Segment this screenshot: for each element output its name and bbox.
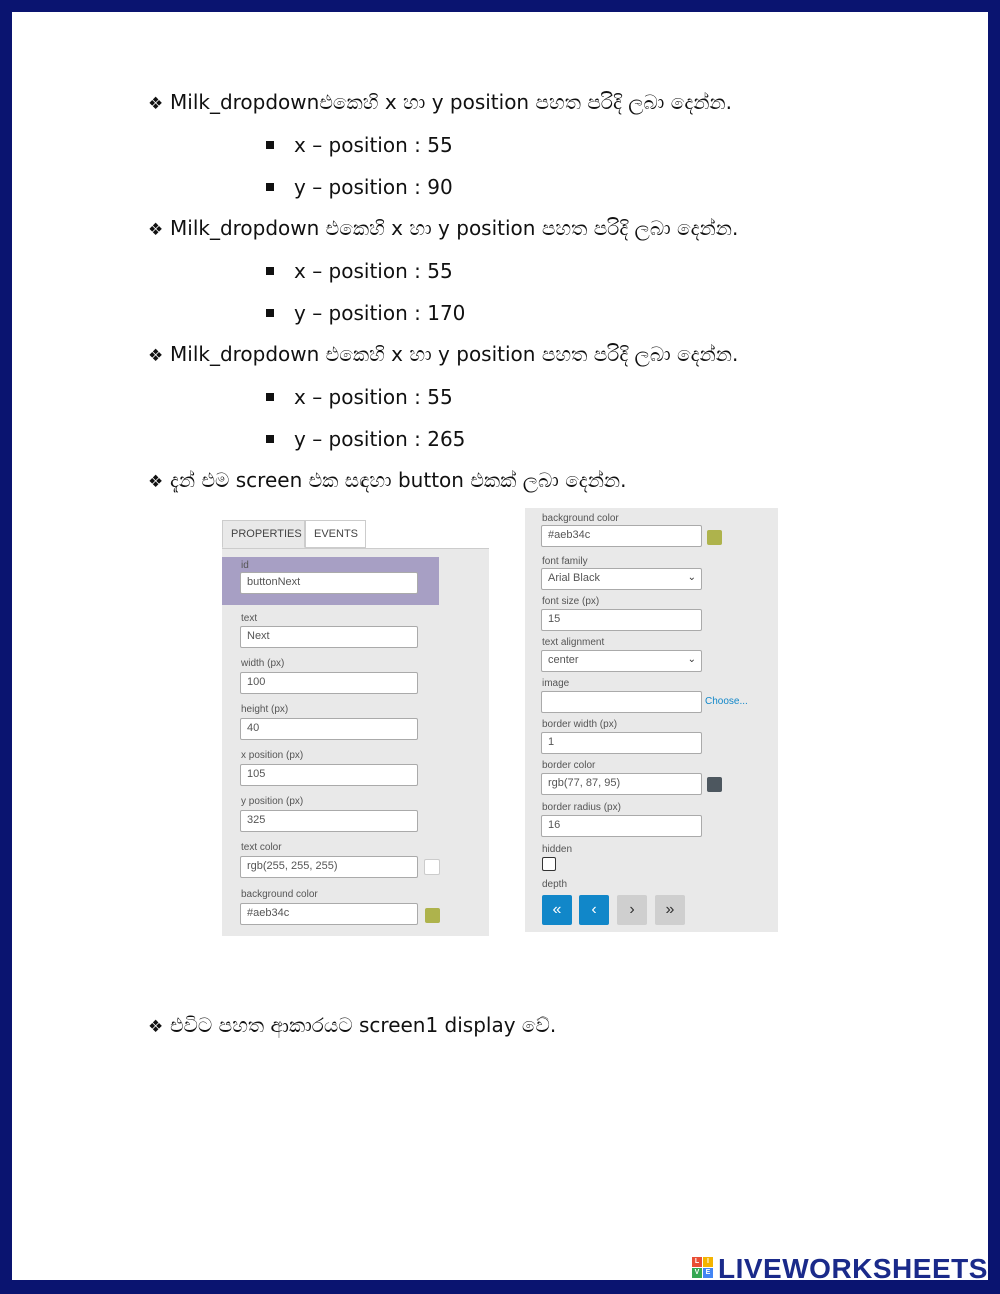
width-input[interactable]: 100 <box>240 672 418 694</box>
width-label: width (px) <box>241 658 285 669</box>
tab-events[interactable]: EVENTS <box>305 520 366 548</box>
liveworksheets-logo-icon: L I V E <box>692 1257 714 1279</box>
border-radius-label: border radius (px) <box>542 802 621 813</box>
bg-color-label-2: background color <box>542 513 619 524</box>
tab-properties[interactable]: PROPERTIES <box>222 520 305 548</box>
id-input[interactable]: buttonNext <box>240 572 418 594</box>
send-to-back-button[interactable]: « <box>542 895 572 925</box>
sub-line-3: x – position : 55 <box>266 259 453 283</box>
diamond-bullet-icon: ❖ <box>148 94 164 114</box>
instruction-line-4: ❖ දැන් එම screen එක සඳහා button එකක් ලබා දෙන්න. <box>148 468 627 492</box>
square-bullet-icon <box>266 393 274 401</box>
text-color-label: text color <box>241 842 282 853</box>
background-color-label: background color <box>241 889 318 900</box>
text-input[interactable]: Next <box>240 626 418 648</box>
border-color-input[interactable]: rgb(77, 87, 95) <box>541 773 702 795</box>
image-label: image <box>542 678 570 689</box>
bring-to-front-button[interactable]: » <box>655 895 685 925</box>
text-color-swatch[interactable] <box>424 859 440 875</box>
sub-line-2: y – position : 90 <box>266 175 453 199</box>
depth-label: depth <box>542 879 568 890</box>
border-radius-input[interactable]: 16 <box>541 815 702 837</box>
square-bullet-icon <box>266 435 274 443</box>
square-bullet-icon <box>266 141 274 149</box>
instruction-line-3: ❖ Milk_dropdown එකෙහි x හා y position පහත පරිදි ලබා දෙන්න. <box>148 342 739 366</box>
sub-line-4: y – position : 170 <box>266 301 465 325</box>
diamond-bullet-icon: ❖ <box>148 472 164 492</box>
font-size-input[interactable]: 15 <box>541 609 702 631</box>
chevron-down-icon: ⌄ <box>687 654 696 665</box>
choose-image-link[interactable]: Choose... <box>705 696 748 707</box>
instruction-line-1: ❖ Milk_dropdownඑකෙහි x හා y position පහත පරිදි ලබා දෙන්න. <box>148 90 733 114</box>
border-color-swatch[interactable] <box>707 777 722 792</box>
bg-color-input-2[interactable]: #aeb34c <box>541 525 702 547</box>
text-label: text <box>241 613 258 624</box>
instruction-line-2: ❖ Milk_dropdown එකෙහි x හා y position පහත පරිදි ලබා දෙන්න. <box>148 216 739 240</box>
square-bullet-icon <box>266 183 274 191</box>
border-width-label: border width (px) <box>542 719 618 730</box>
bg-color-swatch-2[interactable] <box>707 530 722 545</box>
y-position-input[interactable]: 325 <box>240 810 418 832</box>
y-position-label: y position (px) <box>241 796 304 807</box>
sub-line-5: x – position : 55 <box>266 385 453 409</box>
background-color-input[interactable]: #aeb34c <box>240 903 418 925</box>
liveworksheets-brand: LIVEWORKSHEETS <box>718 1253 988 1284</box>
font-family-label: font family <box>542 556 588 567</box>
hidden-label: hidden <box>542 844 573 855</box>
diamond-bullet-icon: ❖ <box>148 346 164 366</box>
id-label: id <box>241 560 249 571</box>
properties-panel <box>222 508 489 936</box>
height-input[interactable]: 40 <box>240 718 418 740</box>
border-width-input[interactable]: 1 <box>541 732 702 754</box>
font-family-select[interactable]: Arial Black ⌄ <box>541 568 702 590</box>
send-backward-button[interactable]: ‹ <box>579 895 609 925</box>
x-position-input[interactable]: 105 <box>240 764 418 786</box>
hidden-checkbox[interactable] <box>542 857 556 871</box>
x-position-label: x position (px) <box>241 750 304 761</box>
border-color-label: border color <box>542 760 596 771</box>
chevron-down-icon: ⌄ <box>687 572 696 583</box>
square-bullet-icon <box>266 309 274 317</box>
background-color-swatch[interactable] <box>425 908 440 923</box>
instruction-line-5: ❖ එවිට පහත ආකාරයට screen1 display වේ. <box>148 1013 557 1037</box>
diamond-bullet-icon: ❖ <box>148 1017 164 1037</box>
height-label: height (px) <box>241 704 289 715</box>
properties-panel-continued <box>525 508 778 932</box>
diamond-bullet-icon: ❖ <box>148 220 164 240</box>
text-alignment-label: text alignment <box>542 637 605 648</box>
bring-forward-button[interactable]: › <box>617 895 647 925</box>
image-input[interactable] <box>541 691 702 713</box>
sub-line-6: y – position : 265 <box>266 427 465 451</box>
sub-line-1: x – position : 55 <box>266 133 453 157</box>
font-size-label: font size (px) <box>542 596 600 607</box>
square-bullet-icon <box>266 267 274 275</box>
text-color-input[interactable]: rgb(255, 255, 255) <box>240 856 418 878</box>
text-alignment-select[interactable]: center ⌄ <box>541 650 702 672</box>
